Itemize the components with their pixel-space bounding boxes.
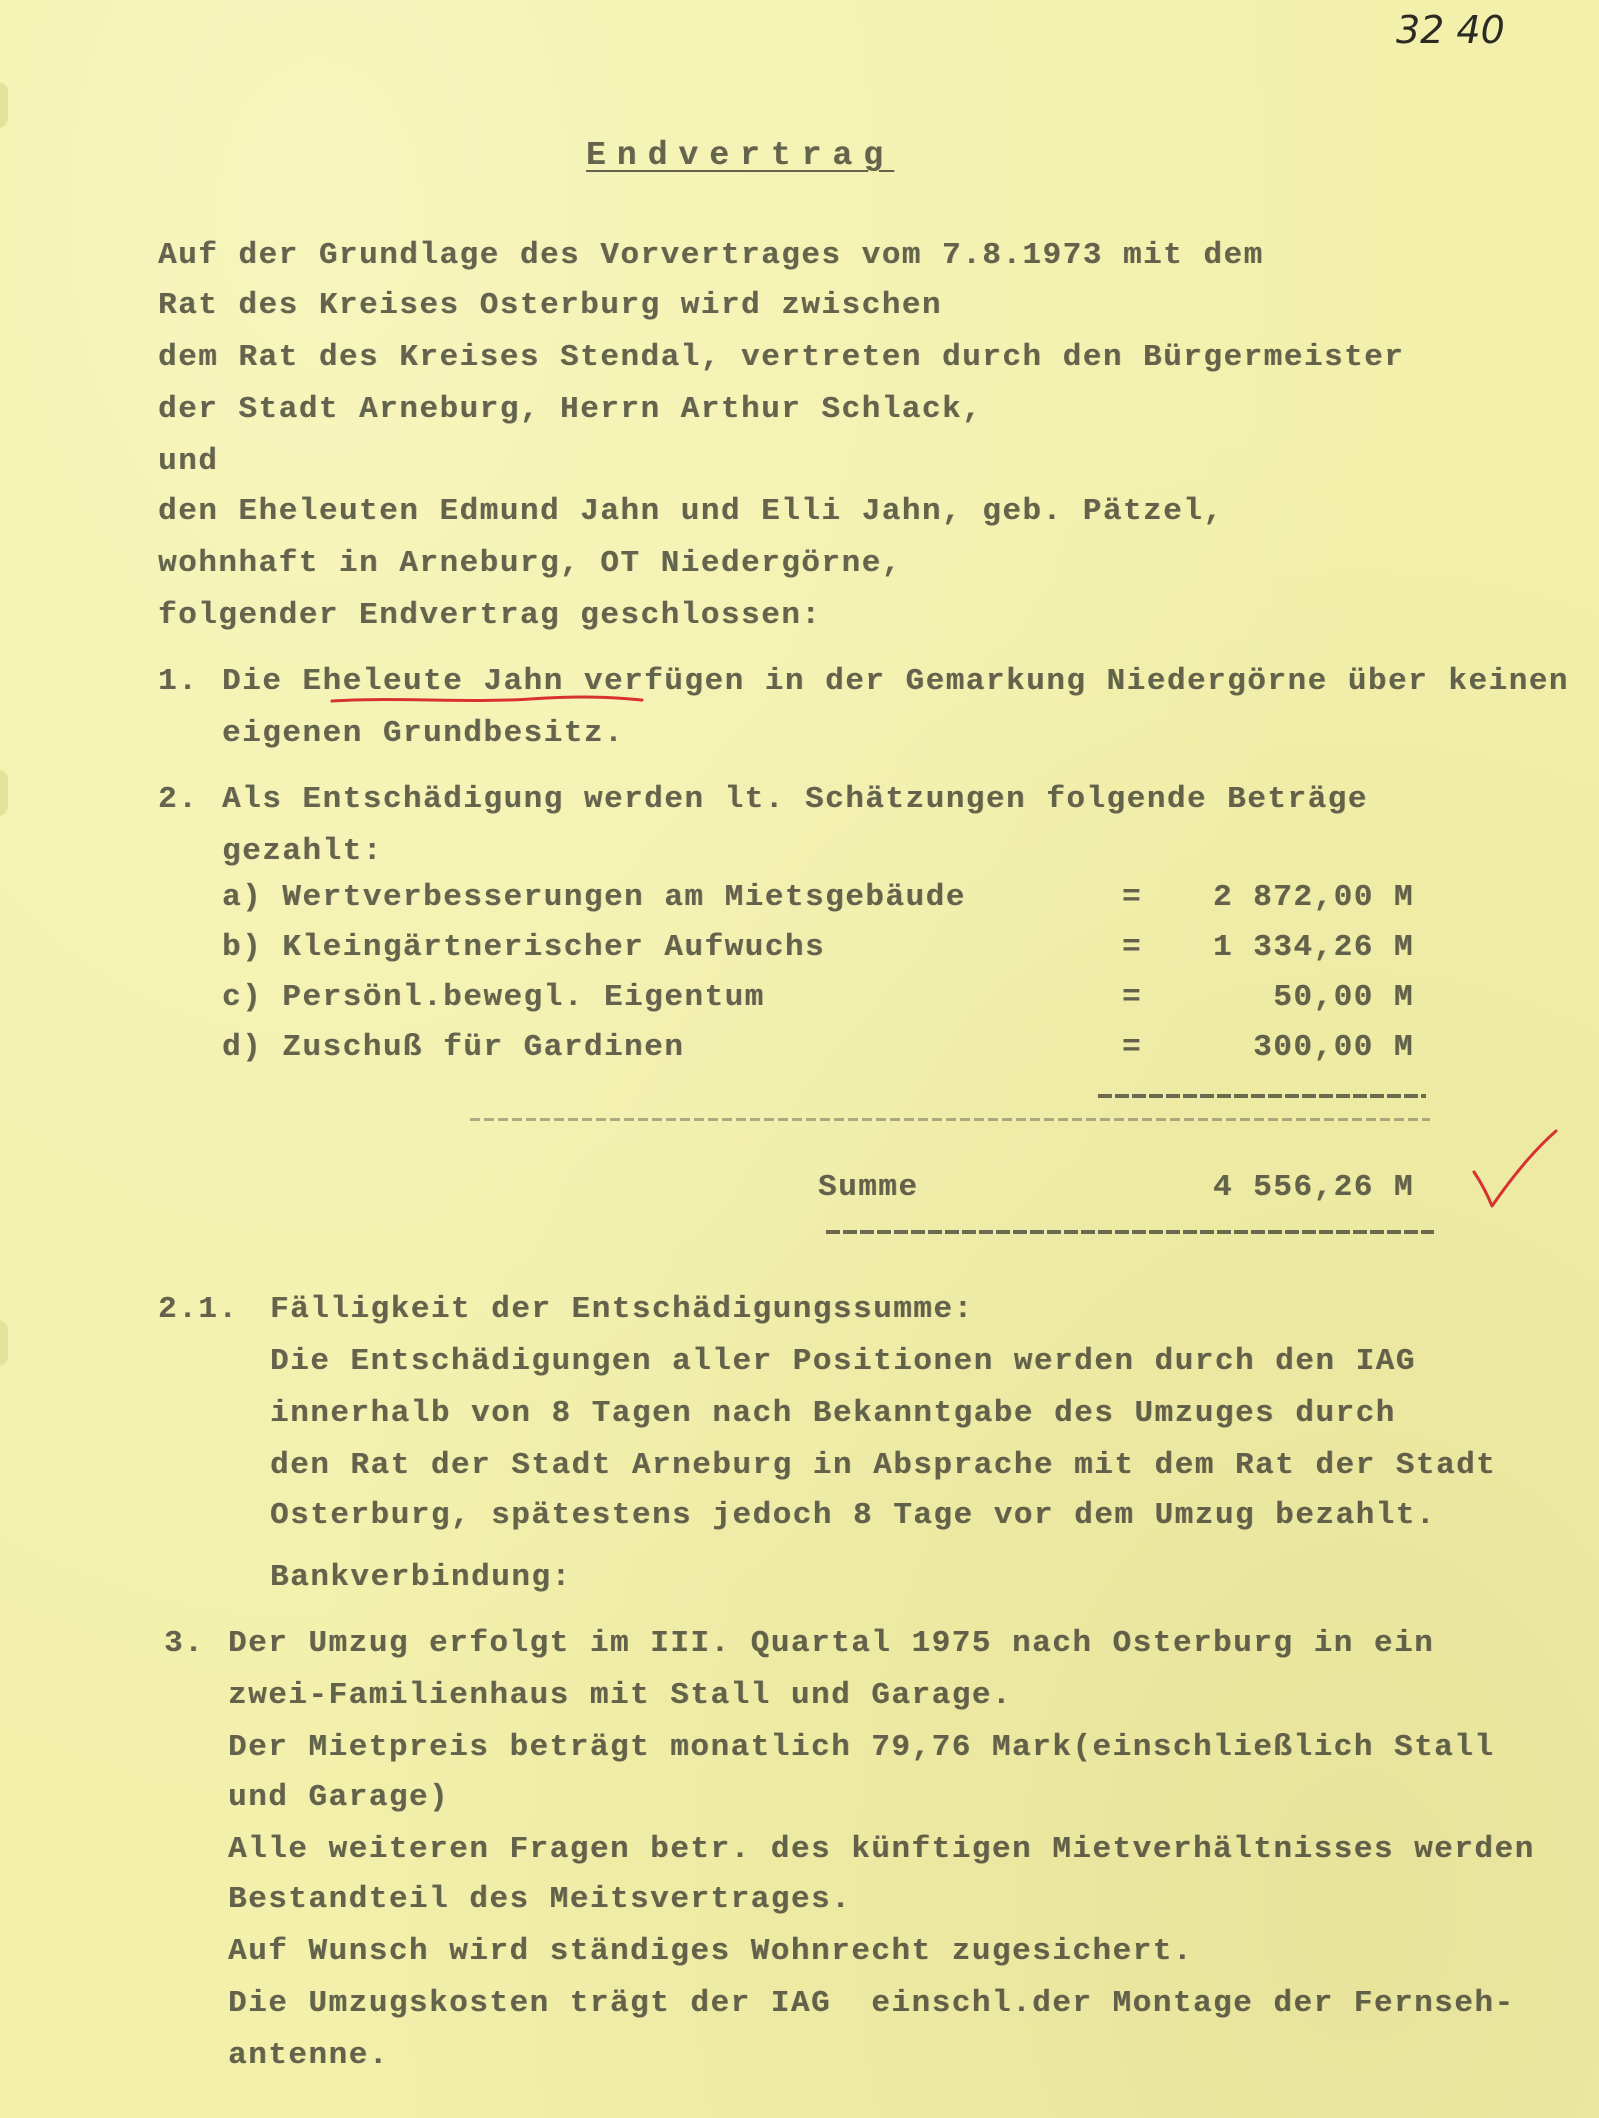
section-3-line: Alle weiteren Fragen betr. des künftigen Mietverhältnisses werden xyxy=(228,1832,1535,1867)
section-2-line: gezahlt: xyxy=(222,834,383,869)
compensation-item-equals: = xyxy=(1122,980,1143,1015)
compensation-item-equals: = xyxy=(1122,1030,1143,1065)
section-3-line: Der Mietpreis beträgt monatlich 79,76 Mark(einschließlich Stall xyxy=(228,1730,1495,1765)
section-2-1-heading: Fälligkeit der Entschädigungssumme: xyxy=(270,1292,974,1327)
section-2-1-line: innerhalb von 8 Tagen nach Bekanntgabe des Umzuges durch xyxy=(270,1396,1396,1431)
intro-line: und xyxy=(158,444,219,479)
section-1-number: 1. xyxy=(158,664,199,699)
intro-line: Auf der Grundlage des Vorvertrages vom 7.8.1973 mit dem xyxy=(158,238,1264,273)
section-1-line: eigenen Grundbesitz. xyxy=(222,716,625,751)
section-2-1-number: 2.1. xyxy=(158,1292,239,1327)
red-checkmark-icon xyxy=(1470,1128,1560,1210)
intro-line: Rat des Kreises Osterburg wird zwischen xyxy=(158,288,943,323)
compensation-item-amount: 300,00 M xyxy=(1253,1030,1414,1065)
compensation-item-amount: 2 872,00 M xyxy=(1212,880,1414,915)
compensation-item-amount: 50,00 M xyxy=(1273,980,1414,1015)
document-title: Endvertrag xyxy=(586,137,895,174)
compensation-item-equals: = xyxy=(1122,930,1143,965)
intro-line: dem Rat des Kreises Stendal, vertreten durch den Bürgermeister xyxy=(158,340,1405,375)
section-3-line: antenne. xyxy=(228,2038,389,2073)
section-3-line: Die Umzugskosten trägt der IAG einschl.der Montage der Fernseh- xyxy=(228,1986,1515,2021)
section-2-1-line: den Rat der Stadt Arneburg in Absprache mit dem Rat der Stadt xyxy=(270,1448,1497,1483)
sum-double-rule xyxy=(826,1230,1434,1234)
handwritten-page-number: 32 40 xyxy=(1396,8,1505,52)
bank-details-label: Bankverbindung: xyxy=(270,1560,572,1595)
section-1-line: Die Eheleute Jahn verfügen in der Gemarkung Niedergörne über keinen xyxy=(222,664,1569,699)
compensation-item-equals: = xyxy=(1122,880,1143,915)
sum-amount: 4 556,26 M xyxy=(1212,1170,1414,1205)
intro-line: folgender Endvertrag geschlossen: xyxy=(158,598,822,633)
intro-line: der Stadt Arneburg, Herrn Arthur Schlack, xyxy=(158,392,983,427)
compensation-item-label: d) Zuschuß für Gardinen xyxy=(222,1030,685,1065)
sum-rule xyxy=(1098,1094,1426,1098)
punch-hole-mark xyxy=(0,1320,8,1366)
section-3-line: und Garage) xyxy=(228,1780,450,1815)
intro-line: wohnhaft in Arneburg, OT Niedergörne, xyxy=(158,546,902,581)
compensation-item-label: c) Persönl.bewegl. Eigentum xyxy=(222,980,765,1015)
section-3-line: Bestandteil des Meitsvertrages. xyxy=(228,1882,852,1917)
section-3-line: Auf Wunsch wird ständiges Wohnrecht zugesichert. xyxy=(228,1934,1193,1969)
section-3-line: Der Umzug erfolgt im III. Quartal 1975 nach Osterburg in ein xyxy=(228,1626,1435,1661)
dashed-divider xyxy=(470,1118,1430,1121)
section-2-number: 2. xyxy=(158,782,199,817)
sum-label: Summe xyxy=(818,1170,919,1205)
punch-hole-mark xyxy=(0,770,8,816)
red-pen-underline xyxy=(330,694,645,706)
compensation-item-amount: 1 334,26 M xyxy=(1212,930,1414,965)
section-2-1-line: Osterburg, spätestens jedoch 8 Tage vor dem Umzug bezahlt. xyxy=(270,1498,1436,1533)
section-3-number: 3. xyxy=(164,1626,205,1661)
section-2-line: Als Entschädigung werden lt. Schätzungen folgende Beträge xyxy=(222,782,1368,817)
intro-line: den Eheleuten Edmund Jahn und Elli Jahn, geb. Pätzel, xyxy=(158,494,1224,529)
section-3-line: zwei-Familienhaus mit Stall und Garage. xyxy=(228,1678,1013,1713)
punch-hole-mark xyxy=(0,82,8,128)
compensation-item-label: a) Wertverbesserungen am Mietsgebäude xyxy=(222,880,966,915)
compensation-item-label: b) Kleingärtnerischer Aufwuchs xyxy=(222,930,826,965)
section-2-1-line: Die Entschädigungen aller Positionen werden durch den IAG xyxy=(270,1344,1416,1379)
